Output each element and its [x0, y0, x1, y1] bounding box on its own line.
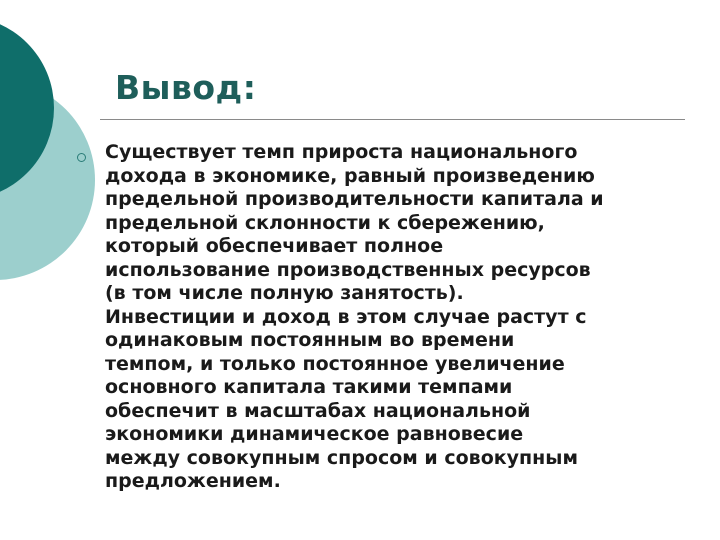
- title-divider: [100, 119, 685, 120]
- bullet-paragraph: Существует темп прироста национального дохода в экономике, равный произведению предельной производительности капитала и предельной склонности к сбережению, который обеспечивает полное использование производственных ресурсов (в том числе полную занятость). Инвестиции и доход в этом случае растут с одинаковым постоянным во времени темпом, и только постоянное увеличение основного капитала такими темпами обеспечит в масштабах национальной экономики динамическое равновесие между совокупным спросом и совокупным предложением.: [105, 141, 604, 492]
- hollow-circle-bullet-icon: [77, 153, 86, 162]
- slide-title: Вывод:: [115, 68, 257, 107]
- decorative-circles: [0, 0, 120, 300]
